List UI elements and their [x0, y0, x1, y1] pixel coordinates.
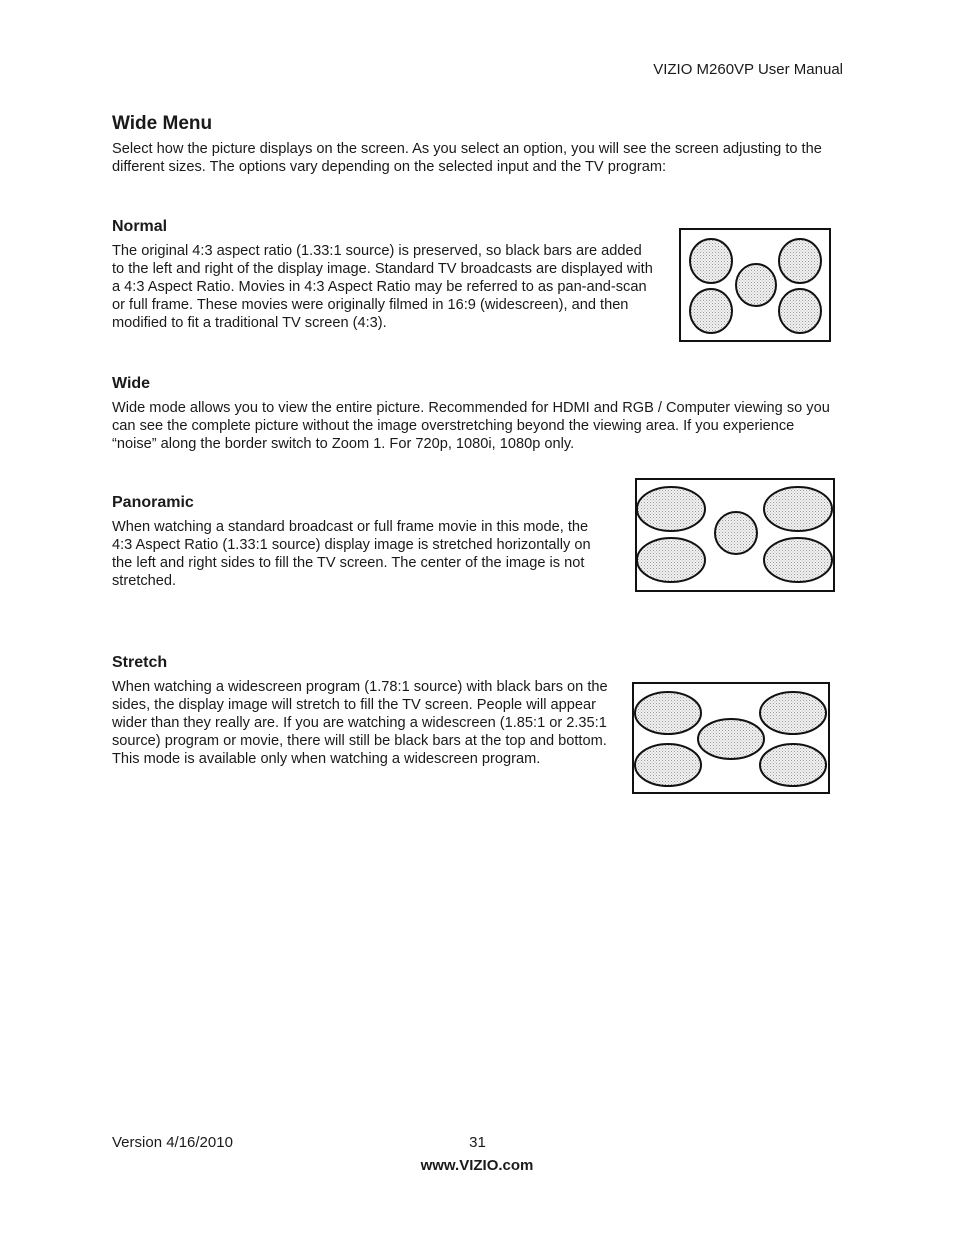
section-body-wide: Wide mode allows you to view the entire picture. Recommended for HDMI and RGB / Computer viewing so you can see the complete picture without the image overstretching beyond the viewing area. If you experience “noise” along the border switch to Zoom 1. For 720p, 1080i, 1080p only.	[112, 400, 830, 452]
page-number: 31	[469, 1134, 486, 1151]
section-heading-wide: Wide	[112, 375, 151, 392]
stretch-aspect-diagram	[632, 682, 830, 794]
section-heading-normal: Normal	[112, 218, 168, 235]
section-heading-stretch: Stretch	[112, 654, 168, 671]
footer-url: www.VIZIO.com	[420, 1157, 534, 1174]
section-body-panoramic: When watching a standard broadcast or full frame movie in this mode, the 4:3 Aspect Ratio (1.33:1 source) display image is stretched horizontally on the left and right sides to fill the TV screen. The center of the image is not stretched.	[112, 519, 591, 589]
page-title: Wide Menu	[112, 113, 213, 134]
section-body-stretch: When watching a widescreen program (1.78:1 source) with black bars on the sides, the display image will stretch to fill the TV screen. People will appear wider than they really are. If you are watching a widescreen (1.85:1 or 2.35:1 source) program or movie, there will still be black bars at the top and bottom. This mode is available only when watching a widescreen program.	[112, 679, 608, 767]
footer-version: Version 4/16/2010	[112, 1134, 233, 1151]
section-body-normal: The original 4:3 aspect ratio (1.33:1 source) is preserved, so black bars are added to the left and right of the display image. Standard TV broadcasts are displayed with a 4:3 Aspect Ratio. Movies in 4:3 Aspect Ratio may be referred to as pan-and-scan or full frame. These movies were originally filmed in 16:9 (widescreen), and then modified to fit a traditional TV screen (4:3).	[112, 243, 653, 331]
manual-title: VIZIO M260VP User Manual	[653, 61, 843, 78]
panoramic-aspect-diagram	[635, 478, 835, 592]
intro-paragraph: Select how the picture displays on the screen. As you select an option, you will see the screen adjusting to the different sizes. The options vary depending on the selected input and the TV program:	[112, 141, 822, 175]
section-heading-panoramic: Panoramic	[112, 494, 194, 511]
normal-aspect-diagram	[679, 228, 831, 342]
